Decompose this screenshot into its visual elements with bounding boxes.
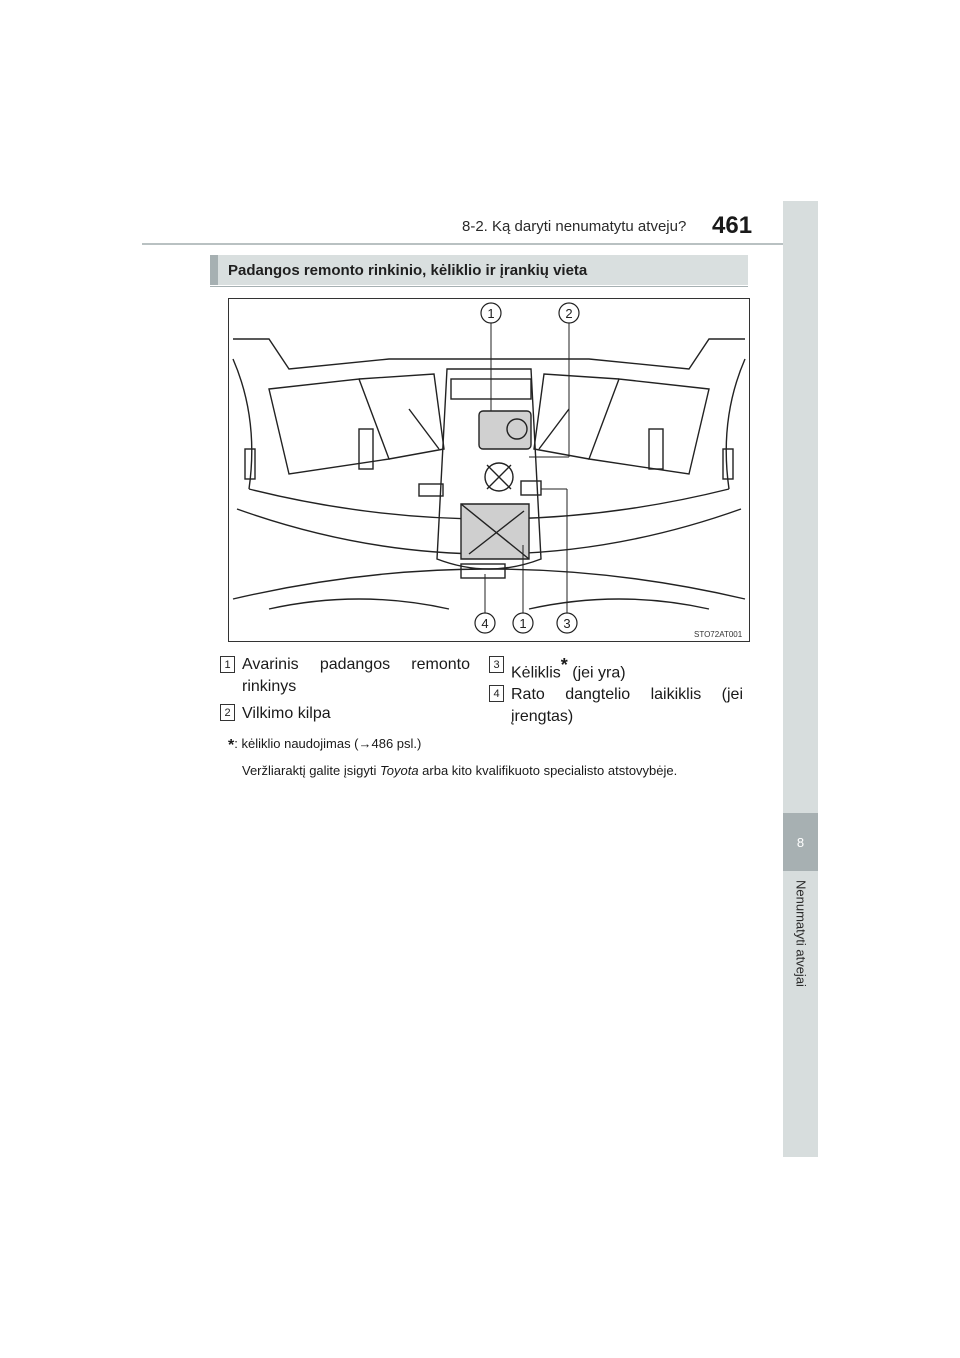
legend-number-2: 2 (220, 704, 235, 721)
legend-item-3-label: Kėliklis (511, 664, 561, 682)
running-header-section: 8-2. Ką daryti nenumatytu atveju? (462, 218, 687, 235)
callout-bottom-3: 3 (563, 616, 571, 631)
trunk-illustration (228, 298, 750, 642)
chapter-title-vertical: Nenumatyti atvejai (793, 880, 809, 987)
legend-item-2: Vilkimo kilpa (242, 705, 331, 722)
body-paragraph (242, 763, 744, 779)
paragraph-end: arba kito kvalifikuoto specialisto atstovybėje. (418, 763, 678, 778)
legend-item-3-suffix: (jei yra) (567, 664, 626, 682)
section-title-text: Padangos remonto rinkinio, kėliklio ir įrankių vieta (228, 261, 588, 279)
footnote (228, 736, 421, 755)
callout-top-1: 1 (487, 306, 495, 321)
legend-number-3: 3 (489, 656, 504, 673)
legend-item-3-star: * (560, 655, 568, 675)
callout-bottom-4: 4 (481, 616, 489, 631)
trunk-illustration-drawing (229, 299, 749, 641)
figure-code: STO72AT001 (694, 630, 743, 639)
section-title-underline (210, 286, 748, 287)
paragraph-start: Veržliaraktį galite įsigyti (242, 763, 380, 778)
callout-bottom-1: 1 (519, 616, 527, 631)
footnote-star: * (228, 737, 235, 754)
callout-top-2: 2 (565, 306, 573, 321)
legend-item-4: Rato dangtelio laikiklis (jei įrengtas) (511, 686, 743, 725)
brand-name: Toyota (380, 763, 419, 778)
legend-number-1: 1 (220, 656, 235, 673)
section-title (210, 255, 748, 285)
footnote-text: : kėliklio naudojimas (→486 psl.) (234, 736, 422, 751)
page-number: 461 (712, 212, 753, 239)
legend-number-4: 4 (489, 685, 504, 702)
legend-item-3 (511, 654, 626, 684)
header-divider (142, 243, 818, 245)
chapter-number-tab: 8 (783, 813, 818, 871)
legend-item-1: Avarinis padangos remonto rinkinys (242, 656, 470, 695)
